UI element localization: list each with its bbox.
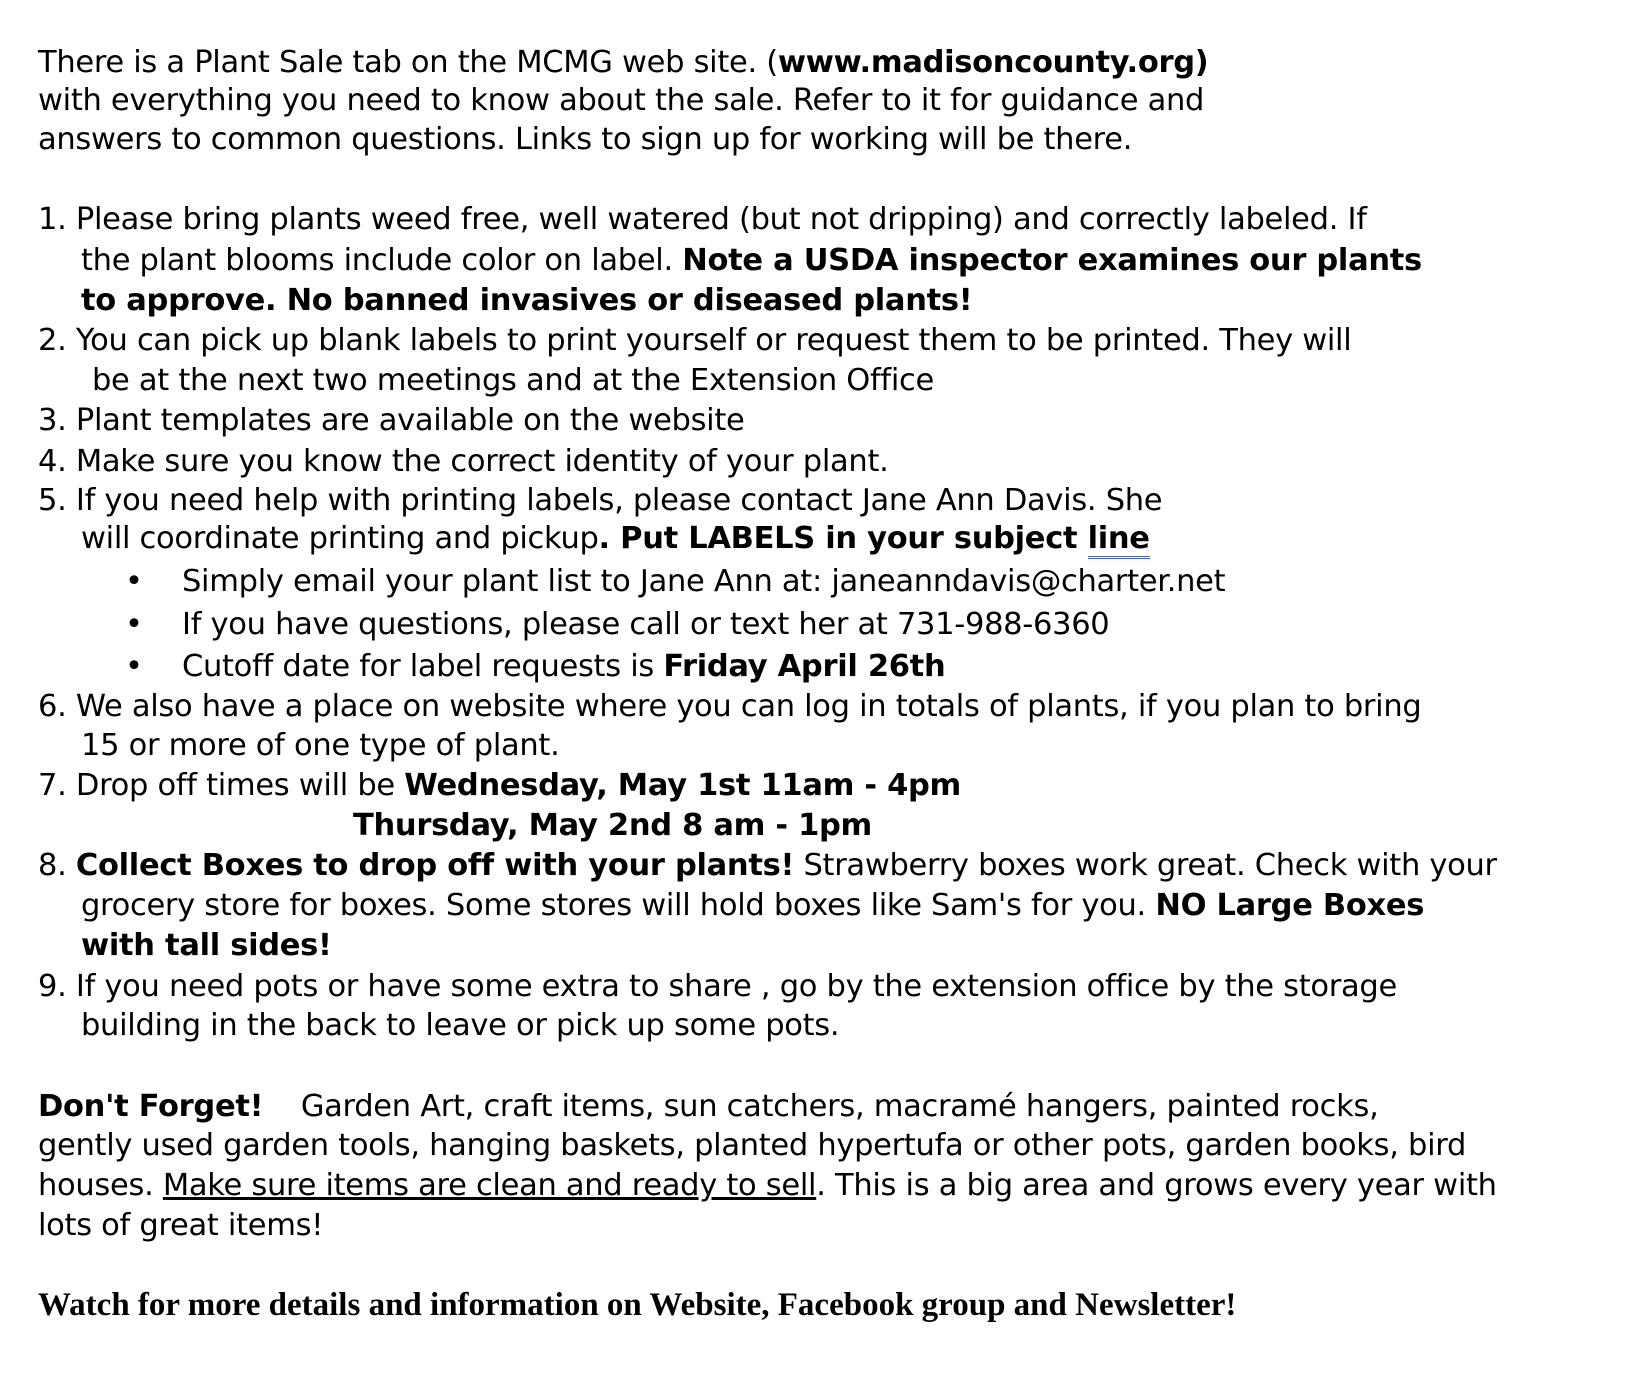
footer-note bbox=[38, 1284, 1236, 1326]
reminder-line-1 bbox=[38, 1086, 1379, 1128]
item-9-line-2: building in the back to leave or pick up some pots. bbox=[81, 1008, 840, 1043]
item-5-line-2 bbox=[81, 518, 1150, 560]
item-8-line-3 bbox=[81, 925, 332, 967]
labels-note: . Put LABELS in your subject bbox=[598, 521, 1088, 556]
footer-text: Watch for more details and information on Website, Facebook group and Newsletter! bbox=[38, 1287, 1237, 1323]
intro-line-2: with everything you need to know about the sale. Refer to it for guidance and bbox=[38, 83, 1205, 118]
cutoff-date: Friday April 26th bbox=[663, 649, 946, 684]
item-3: 3. Plant templates are available on the website bbox=[38, 403, 745, 438]
bullet-cutoff bbox=[182, 646, 945, 688]
item-8-line-1 bbox=[38, 845, 1497, 887]
item-6-line-2: 15 or more of one type of plant. bbox=[81, 728, 560, 763]
clean-items-note: Make sure items are clean and ready to sell bbox=[162, 1168, 817, 1203]
item-1-text: the plant blooms include color on label. bbox=[81, 243, 683, 278]
item-8-text-2: grocery store for boxes. Some stores will hold boxes like Sam's for you. bbox=[81, 888, 1156, 923]
item-1-line-1: 1. Please bring plants weed free, well watered (but not dripping) and correctly labeled. If bbox=[38, 202, 1367, 237]
reminder-line-3 bbox=[38, 1165, 1497, 1207]
item-8-line-2 bbox=[81, 885, 1424, 927]
bullet-email: Simply email your plant list to Jane Ann at: janeanndavis@charter.net bbox=[182, 564, 1226, 599]
no-large-boxes-note: NO Large Boxes bbox=[1155, 888, 1425, 923]
dont-forget-heading: Don't Forget! bbox=[38, 1089, 264, 1124]
item-5-text: will coordinate printing and pickup bbox=[81, 521, 599, 556]
usda-note-cont: to approve. No banned invasives or diseased plants! bbox=[81, 283, 973, 318]
collect-boxes-note: Collect Boxes to drop off with your plants! bbox=[75, 848, 795, 883]
reminder-text-3b: . This is a big area and grows every year with bbox=[816, 1168, 1497, 1203]
item-9-line-1: 9. If you need pots or have some extra to share , go by the extension office by the storage bbox=[38, 969, 1397, 1004]
drop-off-thursday: Thursday, May 2nd 8 am - 1pm bbox=[353, 808, 873, 843]
spellcheck-word: line bbox=[1088, 521, 1150, 559]
drop-off-wednesday: Wednesday, May 1st 11am - 4pm bbox=[404, 768, 962, 803]
reminder-text: Garden Art, craft items, sun catchers, macramé hangers, painted rocks, bbox=[263, 1089, 1379, 1124]
item-8-number: 8. bbox=[38, 848, 76, 883]
item-1-line-3 bbox=[81, 280, 972, 322]
item-4: 4. Make sure you know the correct identity of your plant. bbox=[38, 444, 889, 479]
bullet-icon: • bbox=[125, 564, 143, 599]
bullet-icon: • bbox=[125, 649, 143, 684]
item-2-line-2: be at the next two meetings and at the Extension Office bbox=[92, 363, 934, 398]
item-6-line-1: 6. We also have a place on website where you can log in totals of plants, if you plan to bring bbox=[38, 689, 1422, 724]
reminder-line-2: gently used garden tools, hanging baskets, planted hypertufa or other pots, garden books, bird bbox=[38, 1128, 1467, 1163]
item-2-line-1: 2. You can pick up blank labels to print yourself or request them to be printed. They will bbox=[38, 323, 1352, 358]
website-url: www.madisoncounty.org) bbox=[777, 45, 1209, 80]
bullet-icon: • bbox=[125, 607, 143, 642]
intro-line-3: answers to common questions. Links to sign up for working will be there. bbox=[38, 122, 1133, 157]
item-7-line-2 bbox=[353, 805, 872, 847]
item-5-line-1: 5. If you need help with printing labels, please contact Jane Ann Davis. She bbox=[38, 483, 1163, 518]
item-1-line-2 bbox=[81, 240, 1422, 282]
intro-line-1 bbox=[38, 42, 1208, 84]
intro-text: There is a Plant Sale tab on the MCMG web site. ( bbox=[38, 45, 778, 80]
item-8-text: Strawberry boxes work great. Check with your bbox=[794, 848, 1497, 883]
item-7-line-1 bbox=[38, 765, 961, 807]
drop-off-text: 7. Drop off times will be bbox=[38, 768, 405, 803]
reminder-text-3: houses. bbox=[38, 1168, 163, 1203]
reminder-line-4: lots of great items! bbox=[38, 1208, 324, 1243]
no-large-boxes-cont: with tall sides! bbox=[81, 928, 332, 963]
cutoff-text: Cutoff date for label requests is bbox=[182, 649, 664, 684]
usda-note: Note a USDA inspector examines our plants bbox=[682, 243, 1422, 278]
bullet-phone: If you have questions, please call or text her at 731-988-6360 bbox=[182, 607, 1110, 642]
